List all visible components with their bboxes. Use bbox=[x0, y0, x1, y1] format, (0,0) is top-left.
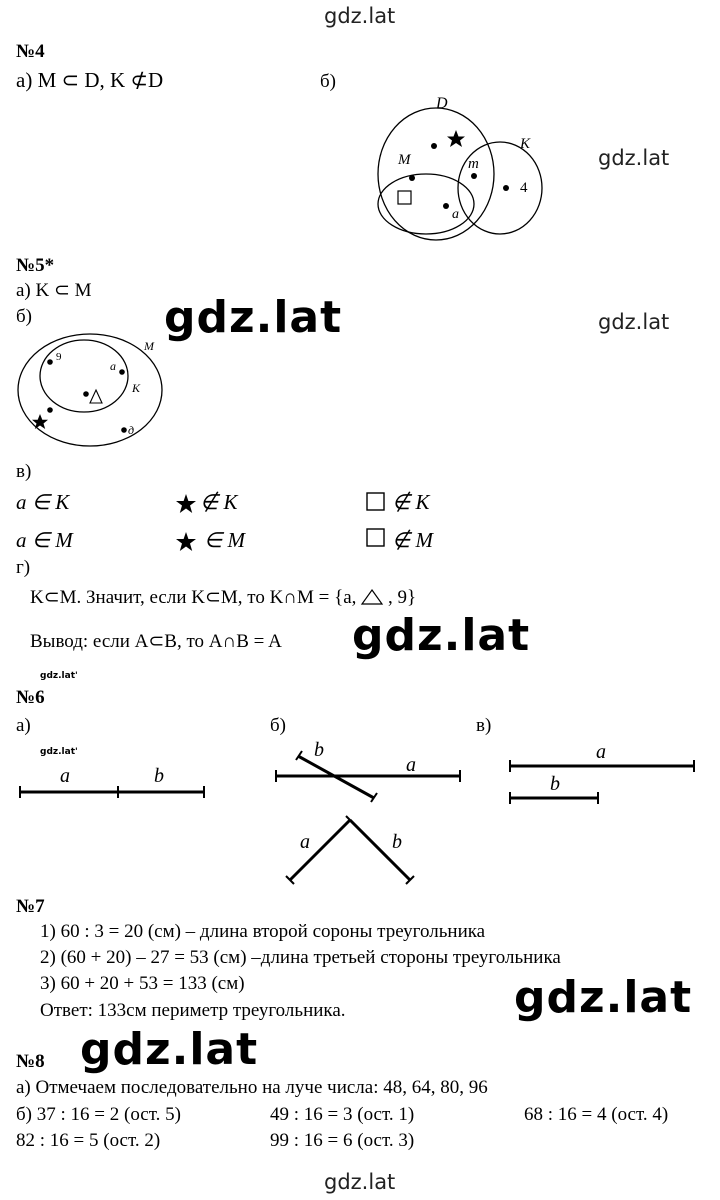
star-icon bbox=[176, 494, 196, 514]
label-9: 9 bbox=[56, 351, 62, 363]
seg-b-label: b bbox=[314, 739, 324, 761]
star-icon bbox=[447, 130, 465, 147]
task4-venn-diagram bbox=[368, 96, 558, 256]
point-d bbox=[121, 427, 127, 433]
watermark-right-2: gdz.lat bbox=[598, 310, 670, 334]
point-a bbox=[443, 203, 449, 209]
triangle-icon bbox=[90, 390, 102, 403]
task5-v-label: в) bbox=[16, 461, 32, 482]
task7-line-3: 3) 60 + 20 + 53 = 133 (см) bbox=[40, 973, 245, 994]
set-k-ellipse bbox=[40, 340, 128, 412]
seg-b-label: b bbox=[550, 773, 560, 795]
point-m-top bbox=[409, 175, 415, 181]
watermark-big-4: gdz.lat bbox=[80, 1024, 259, 1075]
label-a: a bbox=[452, 207, 459, 222]
seg-b-label: b bbox=[154, 765, 164, 787]
watermark-top: gdz.lat bbox=[324, 4, 396, 28]
task6-diagram-v bbox=[506, 740, 702, 806]
watermark-tiny-2: gdz.lat' bbox=[40, 747, 78, 757]
label-d: д bbox=[128, 423, 135, 437]
triangle-icon bbox=[361, 589, 383, 605]
row2-square-notin-m: ∉ M bbox=[392, 528, 434, 552]
point-intersection bbox=[471, 173, 477, 179]
row1-star-notin-k: ∉ K bbox=[200, 490, 238, 514]
task6-number: №6 bbox=[16, 687, 45, 708]
task7-line-1: 1) 60 : 3 = 20 (см) – длина второй сороны треугольника bbox=[40, 921, 486, 942]
task7-line-2: 2) (60 + 20) – 27 = 53 (см) –длина третьей стороны треугольника bbox=[40, 947, 561, 968]
task8-b-5: 99 : 16 = 6 (ост. 3) bbox=[270, 1130, 415, 1151]
seg-a-label: a bbox=[60, 765, 70, 787]
task8-a-line: а) Отмечаем последовательно на луче числа: 48, 64, 80, 96 bbox=[16, 1077, 488, 1098]
set-m-ellipse bbox=[378, 174, 474, 234]
seg-b-label: b bbox=[392, 831, 402, 853]
seg-a-label: a bbox=[406, 754, 416, 776]
task5-g-line2: Вывод: если A⊂B, то A∩B = A bbox=[30, 631, 282, 652]
watermark-big-2: gdz.lat bbox=[352, 610, 531, 661]
label-d: D bbox=[436, 95, 448, 112]
watermark-right-1: gdz.lat bbox=[598, 146, 670, 170]
task4-b-label: б) bbox=[320, 71, 336, 92]
row2-a-in-m: a ∈ M bbox=[16, 528, 73, 552]
label-m: M bbox=[398, 152, 411, 168]
task6-a-label: а) bbox=[16, 715, 31, 736]
point-a bbox=[119, 369, 125, 375]
task8-b-4: 82 : 16 = 5 (ост. 2) bbox=[16, 1130, 161, 1151]
watermark-bottom: gdz.lat bbox=[324, 1170, 396, 1194]
row1-square-notin-k: ∉ K bbox=[392, 490, 430, 514]
square-icon bbox=[366, 492, 386, 512]
task4-number: №4 bbox=[16, 41, 45, 62]
g-line1-end: , 9} bbox=[387, 587, 417, 608]
task5-a-line: а) K ⊂ M bbox=[16, 280, 92, 301]
point-top bbox=[431, 143, 437, 149]
point-k bbox=[503, 185, 509, 191]
task8-b-3: 68 : 16 = 4 (ост. 4) bbox=[524, 1104, 669, 1125]
set-m-ellipse bbox=[18, 334, 162, 446]
task5-b-label: б) bbox=[16, 306, 32, 327]
task6-diagram-b bbox=[272, 736, 468, 806]
task8-number: №8 bbox=[16, 1051, 45, 1072]
task8-b-1: б) 37 : 16 = 2 (ост. 5) bbox=[16, 1104, 181, 1125]
star-icon bbox=[176, 532, 196, 552]
task5-number: №5* bbox=[16, 255, 55, 276]
watermark-big-3: gdz.lat bbox=[514, 972, 693, 1023]
watermark-tiny-1: gdz.lat' bbox=[40, 671, 78, 681]
task6-diagram-a bbox=[16, 758, 216, 802]
row2-star-in-m: ∈ M bbox=[204, 528, 246, 552]
task6-v-label: в) bbox=[476, 715, 492, 736]
point-triangle bbox=[83, 391, 89, 397]
task4-a-line: а) M ⊂ D, K ⊄D bbox=[16, 68, 164, 92]
star-icon bbox=[32, 414, 48, 429]
label-a: a bbox=[110, 359, 116, 373]
point-star bbox=[47, 407, 53, 413]
label-k: K bbox=[132, 381, 141, 395]
label-k: K bbox=[520, 136, 531, 152]
seg-a-label: a bbox=[596, 741, 606, 763]
task7-number: №7 bbox=[16, 896, 45, 917]
task5-g-line1 bbox=[30, 588, 416, 607]
label-m: M bbox=[144, 339, 154, 353]
point-9 bbox=[47, 359, 53, 365]
task5-venn-diagram bbox=[14, 330, 174, 452]
g-line1-start: K⊂M. Значит, если K⊂M, то K∩M = {a, bbox=[30, 587, 357, 608]
seg-a-label: a bbox=[300, 831, 310, 853]
label-m-small: m bbox=[468, 156, 479, 172]
task5-g-label: г) bbox=[16, 557, 31, 578]
task6-b-label: б) bbox=[270, 715, 286, 736]
task6-diagram-angle bbox=[284, 812, 420, 888]
label-four: 4 bbox=[520, 180, 528, 196]
task8-b-2: 49 : 16 = 3 (ост. 1) bbox=[270, 1104, 415, 1125]
watermark-big-1: gdz.lat bbox=[164, 292, 343, 343]
square-icon bbox=[366, 528, 386, 548]
task7-line-4: Ответ: 133см периметр треугольника. bbox=[40, 1000, 346, 1021]
row1-a-in-k: a ∈ K bbox=[16, 490, 70, 514]
square-icon bbox=[398, 191, 411, 204]
